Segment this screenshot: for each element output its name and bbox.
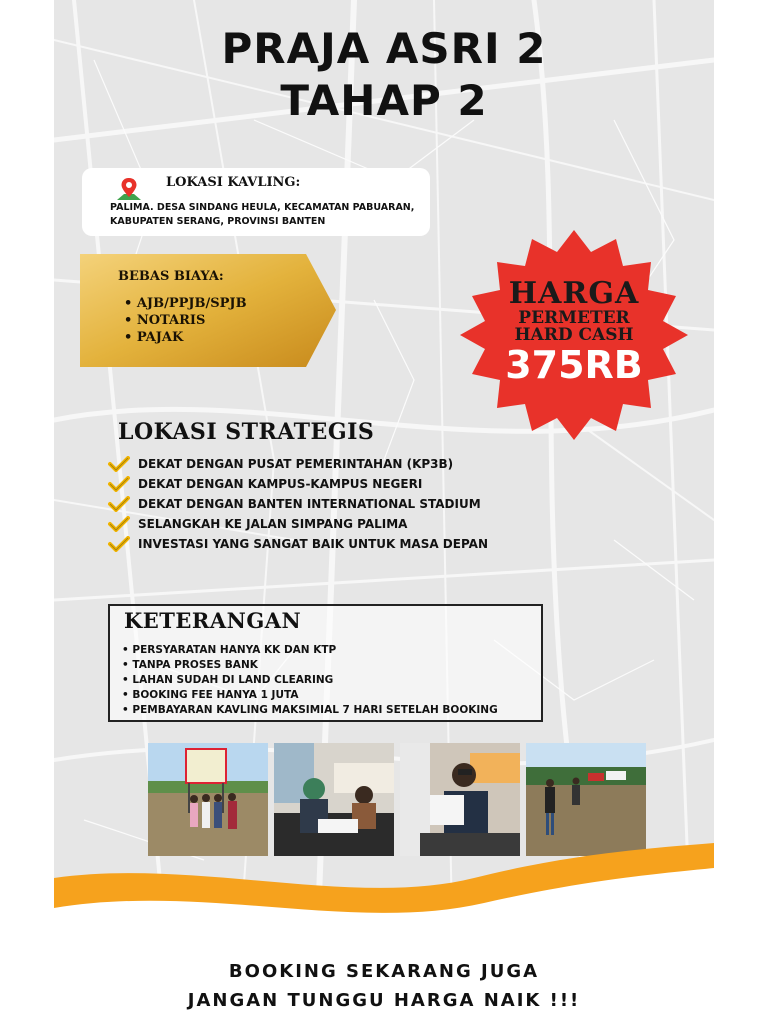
- price-badge: [458, 230, 690, 440]
- free-cost-item: • AJB/PPJB/SPJB: [124, 295, 247, 312]
- strategic-item-text: DEKAT DENGAN BANTEN INTERNATIONAL STADIUM: [138, 497, 481, 511]
- notes-heading: KETERANGAN: [124, 608, 302, 633]
- strategic-item-text: DEKAT DENGAN PUSAT PEMERINTAHAN (KP3B): [138, 457, 454, 471]
- strategic-item: [108, 514, 488, 534]
- location-label: LOKASI KAVLING:: [166, 175, 301, 190]
- location-address: PALIMA. DESA SINDANG HEULA, KECAMATAN PABUARAN, KABUPATEN SERANG, PROVINSI BANTEN: [110, 202, 415, 227]
- strategic-item-text: DEKAT DENGAN KAMPUS-KAMPUS NEGERI: [138, 477, 423, 491]
- free-costs-label: BEBAS BIAYA:: [118, 269, 224, 284]
- cta-line2: JANGAN TUNGGU HARGA NAIK !!!: [187, 990, 581, 1011]
- strategic-item-text: INVESTASI YANG SANGAT BAIK UNTUK MASA DEPAN: [138, 537, 488, 551]
- strategic-item: [108, 534, 488, 554]
- free-costs-banner: [80, 254, 336, 367]
- strategic-item-text: SELANGKAH KE JALAN SIMPANG PALIMA: [138, 517, 408, 531]
- notes-item: • LAHAN SUDAH DI LAND CLEARING: [122, 673, 498, 688]
- notes-list: [122, 643, 498, 718]
- poster: [54, 0, 714, 1024]
- checkmark-icon: [108, 516, 130, 532]
- checkmark-icon: [108, 456, 130, 472]
- price-unit-label: PERMETER: [518, 308, 630, 328]
- cta-line1: BOOKING SEKARANG JUGA: [228, 961, 540, 982]
- strategic-list: [108, 454, 488, 554]
- location-card: [82, 168, 430, 236]
- notes-item: • PEMBAYARAN KAVLING MAKSIMIAL 7 HARI SETELAH BOOKING: [122, 703, 498, 718]
- strategic-item: [108, 454, 488, 474]
- price-value: 375RB: [505, 343, 643, 387]
- free-cost-item: • PAJAK: [124, 329, 247, 346]
- free-cost-item: • NOTARIS: [124, 312, 247, 329]
- strategic-heading: LOKASI STRATEGIS: [118, 419, 375, 445]
- price-terms-label: HARD CASH: [514, 325, 634, 345]
- page-title-line1: PRAJA ASRI 2: [221, 24, 547, 73]
- map-pin-icon: [116, 176, 142, 204]
- notes-item: • BOOKING FEE HANYA 1 JUTA: [122, 688, 498, 703]
- checkmark-icon: [108, 476, 130, 492]
- free-costs-list: [124, 295, 247, 346]
- strategic-item: [108, 494, 488, 514]
- strategic-item: [108, 474, 488, 494]
- checkmark-icon: [108, 496, 130, 512]
- notes-box: [108, 604, 543, 722]
- price-label: HARGA: [508, 276, 640, 311]
- notes-item: • PERSYARATAN HANYA KK DAN KTP: [122, 643, 498, 658]
- notes-item: • TANPA PROSES BANK: [122, 658, 498, 673]
- checkmark-icon: [108, 536, 130, 552]
- page-title-line2: TAHAP 2: [280, 76, 488, 125]
